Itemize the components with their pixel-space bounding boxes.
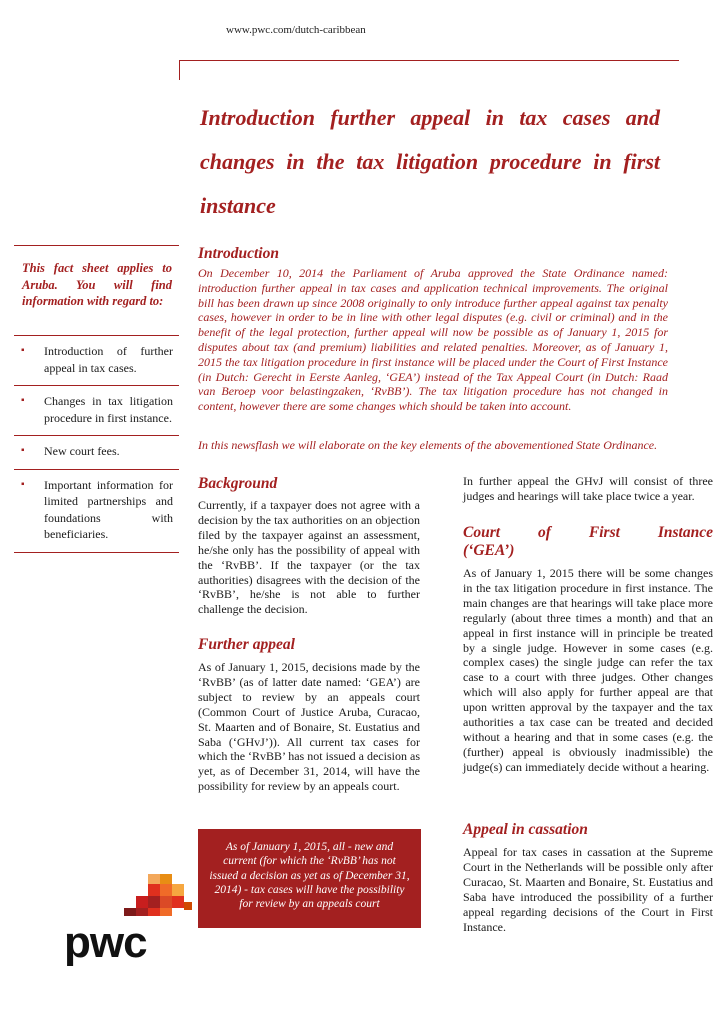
sidebar-item-text: New court fees. <box>44 444 120 458</box>
court-first-instance-heading-2: (‘GEA’) <box>463 542 515 559</box>
further-appeal-paragraph: As of January 1, 2015, decisions made by the ‘RvBB’ (as of latter date named: ‘GEA’) are subject to review by an appeals court (Common Court of Justice Aruba, Curacao, St. Maarten and of Bonaire, St. Eustatius and Saba (‘GHvJ’)). All current tax cases for which the ‘RvBB’ has not issued a decision as yet, as of December 31, 2014, will have the possibility for review by an appeals court. <box>198 660 420 794</box>
background-paragraph: Currently, if a taxpayer does not agree with a decision by the tax authorities on an objection filed by the taxpayer against an assessment, he/she only has the possibility of appeal with the ‘RvBB’. If the taxpayer (or the tax authorities) disagrees with the decision of the ‘RvBB’, he/she is not able to further challenge the decision. <box>198 498 420 617</box>
header-rule-vertical <box>179 60 180 80</box>
bullet-square-icon: ▪ <box>21 445 25 456</box>
sidebar-topic-list <box>14 335 179 553</box>
sidebar-item <box>14 435 179 469</box>
sidebar-item <box>14 385 179 435</box>
introduction-heading: Introduction <box>198 245 279 262</box>
introduction-paragraph: On December 10, 2014 the Parliament of Aruba approved the State Ordinance named: introduction further appeal in tax cases and application technical improvements. The original bill has been drawn up since 2008 originally to only introduce further appeal against tax penalty cases, however in order to be in line with other legal disputes (e.g. civil or criminal) and in the benefit of the legal protection, further appeal will now be possible as of January 1, 2015 for disputes about tax (and premium) liabilities and related penalties. Moreover, as of January 1, 2015 the tax litigation procedure in first instance will be placed under the Court of First Instance (in Dutch: Gerecht in Eerste Aanleg, ‘GEA’) instead of the Tax Appeal Court (in Dutch: Raad van Beroep voor belastingzaken, ‘RvBB’). The tax litigation procedure has not changed in content, however there are some changes which should be taken into account. <box>198 266 668 414</box>
cassation-paragraph: Appeal for tax cases in cassation at the Supreme Court in the Netherlands will be possible only after Curacao, St. Maarten and Bonaire, St. Eustatius and Saba have introduced the possibility of a further appeal regarding decisions of the Court in First Instance. <box>463 845 713 934</box>
sidebar-item-text: Changes in tax litigation procedure in first instance. <box>44 394 173 425</box>
bullet-square-icon: ▪ <box>21 395 25 406</box>
header-rule <box>179 60 679 61</box>
bullet-square-icon: ▪ <box>21 478 25 490</box>
sidebar-item <box>14 335 179 385</box>
bullet-square-icon: ▪ <box>21 345 25 356</box>
court-first-instance-paragraph: As of January 1, 2015 there will be some changes in the tax litigation procedure in first instance. The main changes are that hearings will take place more regularly (about three times a month) and that an appeal in first instance will in principle be treated by a single judge. However in some cases (e.g. complex cases) the single judge can refer the tax case to a court with three judges. Other changes which will also apply for further appeal are that upon written approval by the taxpayer and the tax authorities a tax case can be treated and decided without a hearing and that in some cases (e.g. the (further) appeal is obviously inadmissible) the judge(s) can immediately decide without a hearing. <box>463 566 713 774</box>
sidebar-item-text: Introduction of further appeal in tax cases. <box>44 344 173 375</box>
further-appeal-heading: Further appeal <box>198 636 295 653</box>
introduction-paragraph-2: In this newsflash we will elaborate on the key elements of the abovementioned State Ordinance. <box>198 438 658 452</box>
sidebar-divider <box>14 245 179 246</box>
sidebar-intro: This fact sheet applies to Aruba. You will find information with regard to: <box>22 261 172 308</box>
sidebar-item-text: Important information for limited partnerships and foundations with beneficiaries. <box>44 477 173 541</box>
site-url[interactable]: www.pwc.com/dutch-caribbean <box>226 24 366 36</box>
court-first-instance-heading: Court of First Instance <box>463 524 713 541</box>
further-appeal-continued: In further appeal the GHvJ will consist of three judges and hearings will take place twice a year. <box>463 474 713 503</box>
sidebar-item <box>14 469 179 553</box>
pwc-logo-text: pwc <box>64 918 147 967</box>
highlight-quote: As of January 1, 2015, all - new and current (for which the ‘RvBB’ has not issued a decision as yet as of December 31, 2014) - tax cases will have the possibility for review by an appeals court <box>198 829 421 928</box>
background-heading: Background <box>198 475 278 492</box>
page-title: Introduction further appeal in tax cases and changes in the tax litigation procedure in first instance <box>200 105 660 218</box>
cassation-heading: Appeal in cassation <box>463 821 588 838</box>
